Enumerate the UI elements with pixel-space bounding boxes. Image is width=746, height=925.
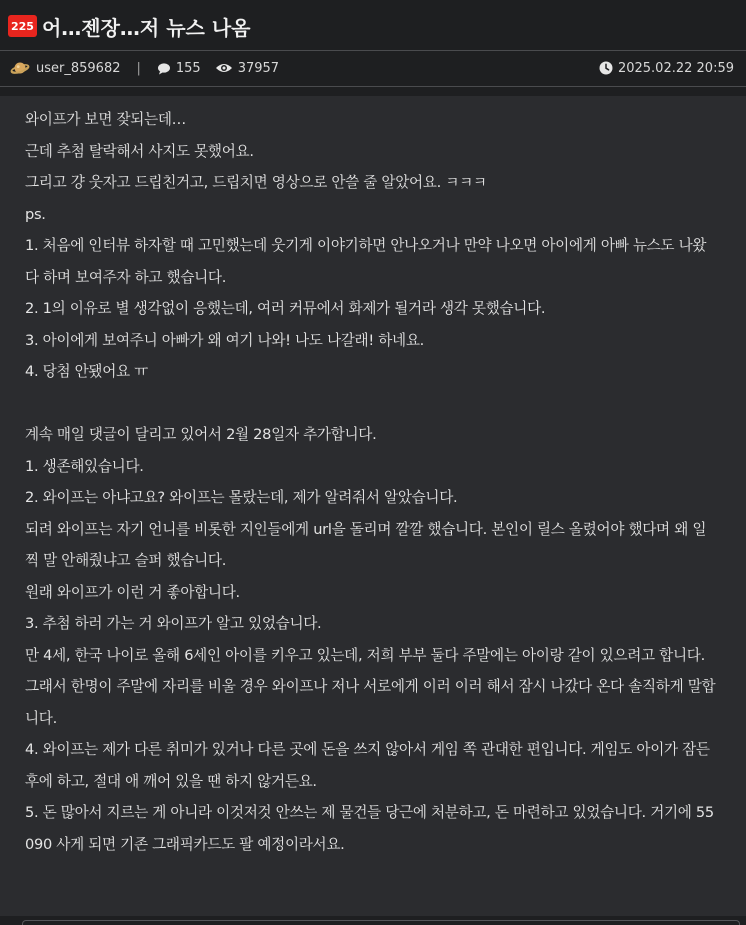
comment-section-edge [22, 920, 740, 925]
post-content-line: 2. 와이프는 아냐고요? 와이프는 몰랐는데, 제가 알려줘서 알았습니다. [25, 489, 458, 506]
post-content-line: 1. 처음에 인터뷰 하자할 때 고민했는데 웃기게 이야기하면 안나오거나 만약 나오면 아이에게 아빠 뉴스도 나왔 [25, 237, 707, 254]
author-username[interactable]: user_859682 [36, 60, 121, 76]
post-meta-bar [10, 56, 734, 80]
post-content-line: 만 4세, 한국 나이로 올해 6세인 아이를 키우고 있는데, 저희 부부 둘다 주말에는 아이랑 같이 있으려고 합니다. [25, 646, 705, 664]
comment-count: 155 [175, 60, 201, 76]
post-datetime: 2025.02.22 20:59 [617, 60, 734, 76]
post-title: 어…젠장…저 뉴스 나옴 [41, 15, 251, 40]
post-content-line: 근데 추첨 탈락해서 사지도 못했어요. [25, 142, 254, 160]
post-content-line: 5. 돈 많아서 지르는 게 아니라 이것저것 안쓰는 제 물건들 당근에 처분하고, 돈 마련하고 있었습니다. 거기에 55 [25, 804, 714, 821]
post-body-panel [0, 96, 746, 916]
post-title-bar [8, 10, 738, 42]
post-content-line: 그리고 걍 웃자고 드립친거고, 드립치면 영상으로 안쓸 줄 알았어요. ㅋㅋㅋ [25, 174, 487, 191]
post-content-line: 3. 아이에게 보여주니 아빠가 왜 여기 나와! 나도 나갈래! 하네요. [25, 331, 424, 349]
post-content-line: 계속 매일 댓글이 달리고 있어서 2월 28일자 추가합니다. [25, 426, 377, 443]
clock-icon [599, 61, 613, 75]
post-content-line: 되려 와이프는 자기 언니를 비롯한 지인들에게 url을 돌리며 깔깔 했습니다. 본인이 릴스 올렸어야 했다며 왜 일 [25, 520, 707, 538]
post-content-line: 와이프가 보면 잦되는데… [25, 111, 186, 128]
planet-avatar-icon[interactable] [10, 58, 30, 78]
post-content-line: 2. 1의 이유로 별 생각없이 응했는데, 여러 커뮤에서 화제가 될거라 생각 못했습니다. [25, 300, 546, 317]
post-content-line: 그래서 한명이 주말에 자리를 비울 경우 와이프나 저나 서로에게 이러 이러 해서 잠시 나갔다 온다 솔직하게 말합 [25, 678, 716, 695]
comment-bubble-icon [157, 62, 171, 75]
meta-divider [0, 86, 746, 87]
meta-separator: | [136, 60, 141, 76]
post-content-line: 4. 와이프는 제가 다른 취미가 있거나 다른 곳에 돈을 쓰지 않아서 게임 쪽 관대한 편입니다. 게임도 아이가 잠든 [25, 741, 710, 758]
blank-line [25, 388, 728, 420]
title-divider [0, 50, 746, 51]
post-content-line: 후에 하고, 절대 애 깨어 있을 땐 하지 않거든요. [25, 772, 317, 790]
view-count: 37957 [237, 60, 280, 76]
post-content-line: 3. 추첨 하러 가는 거 와이프가 알고 있었습니다. [25, 615, 322, 632]
post-content-line: 니다. [25, 709, 57, 727]
post-content-line: 다 하며 보여주자 하고 했습니다. [25, 268, 227, 286]
post-content-line: 4. 당첨 안됐어요 ㅠ [25, 363, 148, 380]
eye-icon [215, 62, 233, 74]
post-content [25, 104, 728, 860]
post-content-line: ps. [25, 205, 46, 223]
post-content-line: 1. 생존해있습니다. [25, 457, 144, 475]
post-content-line: 원래 와이프가 이런 거 좋아합니다. [25, 583, 240, 601]
post-content-line: 090 사게 되면 기존 그래픽카드도 팔 예정이라서요. [25, 835, 345, 853]
comment-count-badge: 225 [8, 15, 37, 37]
post-content-line: 찍 말 안해줬냐고 슬퍼 했습니다. [25, 552, 227, 569]
